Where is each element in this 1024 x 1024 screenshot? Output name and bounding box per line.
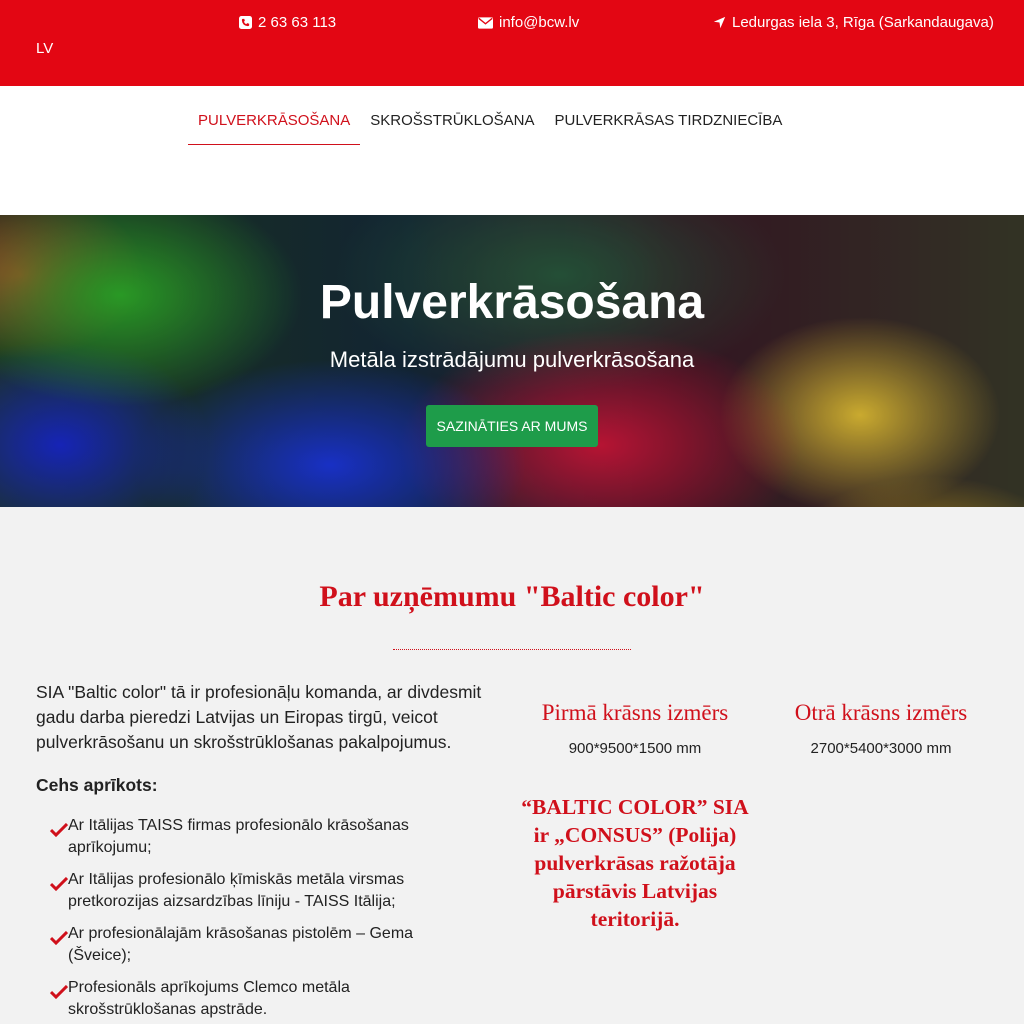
list-item-text: Ar Itālijas TAISS firmas profesionālo krāsošanas aprīkojumu; <box>68 817 409 856</box>
furnace-1-title: Pirmā krāsns izmērs <box>541 700 729 725</box>
address-text: Ledurgas iela 3, Rīga (Sarkandaugava) <box>732 14 994 31</box>
furnace-2-size: 2700*5400*3000 mm <box>810 740 952 757</box>
list-item-text: Ar Itālijas profesionālo ķīmiskās metāla virsmas pretkorozijas aizsardzības līniju - TAISS Itālija; <box>68 871 405 910</box>
section-divider <box>393 649 631 650</box>
hero-title: Pulverkrāsošana <box>319 276 705 329</box>
email-address: info@bcw.lv <box>499 14 580 31</box>
nav-item-pulverkrasas-tirdznieciba[interactable]: PULVERKRĀSAS TIRDZNIECĪBA <box>554 112 783 129</box>
list-item-text: Profesionāls aprīkojums Clemco metāla skrošstrūklošanas apstrāde. <box>68 979 350 1018</box>
hero-subtitle: Metāla izstrādājumu pulverkrāsošana <box>329 347 695 372</box>
consus-representative-note: “BALTIC COLOR” SIA ir „CONSUS” (Polija) pulverkrāsas ražotāja pārstāvis Latvijas teritorijā. <box>521 795 749 931</box>
furnace-1-size: 900*9500*1500 mm <box>568 740 702 757</box>
contact-us-button[interactable]: SAZINĀTIES AR MUMS <box>426 405 598 447</box>
equipment-list <box>50 815 450 1024</box>
nav-item-pulverkrasosana[interactable]: PULVERKRĀSOŠANA <box>188 86 360 145</box>
phone-number: 2 63 63 113 <box>258 14 337 31</box>
location-arrow-icon <box>713 16 726 29</box>
check-icon <box>50 985 68 999</box>
list-item <box>50 977 450 1021</box>
top-bar <box>0 0 1024 86</box>
check-icon <box>50 877 68 891</box>
language-switcher[interactable]: LV <box>36 40 54 57</box>
nav-menu <box>188 86 792 145</box>
furnace-2 <box>761 700 1001 757</box>
equipment-title: Cehs aprīkots: <box>36 775 158 795</box>
list-item <box>50 923 450 967</box>
hero-banner <box>0 215 1024 507</box>
list-item-text: Ar profesionālajām krāsošanas pistolēm – Gema (Šveice); <box>68 925 414 964</box>
nav-item-skrosstruklosana[interactable]: SKROŠSTRŪKLOŠANA <box>370 112 535 129</box>
phone-icon <box>239 16 252 29</box>
main-navigation <box>0 86 1024 215</box>
furnace-1 <box>515 700 755 757</box>
address-link[interactable] <box>713 14 994 31</box>
phone-link[interactable] <box>239 14 336 31</box>
about-intro: SIA "Baltic color" tā ir profesionāļu komanda, ar divdesmit gadu darba pieredzi Latvijas un Eiropas tirgū, veicot pulverkrāsošanu un skrošstrūklošanas pakalpojumus. <box>36 682 482 752</box>
envelope-icon <box>478 17 493 29</box>
list-item <box>50 869 450 913</box>
check-icon <box>50 931 68 945</box>
list-item <box>50 815 450 859</box>
section-title: Par uzņēmumu "Baltic color" <box>319 580 705 613</box>
furnace-2-title: Otrā krāsns izmērs <box>794 700 968 725</box>
email-link[interactable] <box>478 14 579 31</box>
check-icon <box>50 823 68 837</box>
